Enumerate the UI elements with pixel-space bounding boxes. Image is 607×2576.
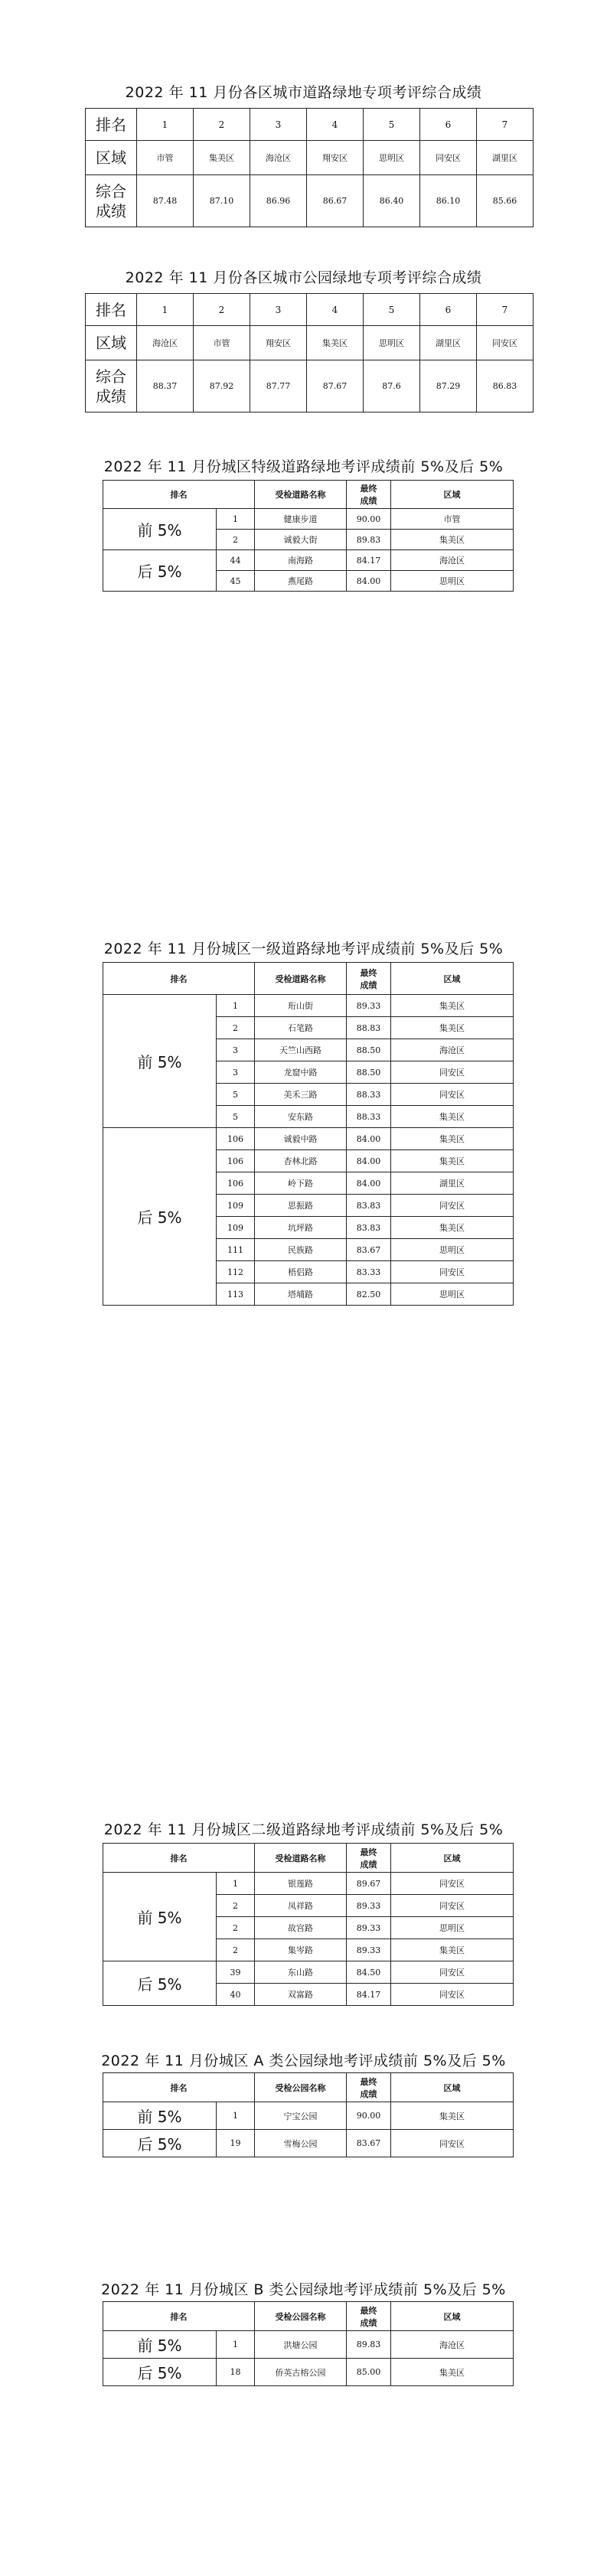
- rank-cell: 2: [194, 109, 250, 141]
- area-cell: 集美区: [194, 141, 250, 175]
- group-label: 后 5%: [103, 2359, 217, 2386]
- header-area: 区域: [391, 963, 514, 995]
- area-cell: 思明区: [364, 141, 420, 175]
- score-cell: 87.48: [137, 175, 194, 227]
- area-cell: 同安区: [391, 1195, 514, 1217]
- rank-cell: 40: [217, 1984, 255, 2006]
- table-row: [103, 2130, 514, 2157]
- group-label: 前 5%: [103, 2102, 217, 2130]
- score-cell: 88.33: [347, 1084, 391, 1106]
- area-cell: 集美区: [391, 1017, 514, 1039]
- ranking-table: [103, 2072, 514, 2157]
- table-row: [103, 2359, 514, 2386]
- score-cell: 84.00: [347, 1128, 391, 1150]
- row-label: 排名: [86, 294, 137, 326]
- rank-row: [86, 109, 534, 141]
- score-cell: 90.00: [347, 2102, 391, 2130]
- score-cell: 89.33: [347, 1895, 391, 1917]
- header-rank: 排名: [103, 2302, 255, 2331]
- score-cell: 84.00: [347, 571, 391, 592]
- name-cell: 天竺山西路: [255, 1039, 347, 1061]
- rank-cell: 1: [217, 2331, 255, 2359]
- area-cell: 思明区: [391, 1283, 514, 1306]
- score-cell: 87.6: [364, 360, 420, 412]
- header-rank: 排名: [103, 481, 255, 509]
- summary-title: 2022 年 11 月份各区城市公园绿地专项考评综合成绩: [125, 269, 482, 286]
- score-cell: 83.67: [347, 2130, 391, 2157]
- header-name: 受检公园名称: [255, 2302, 347, 2331]
- rank-cell: 2: [194, 294, 250, 326]
- rank-cell: 39: [217, 1961, 255, 1984]
- header-name: 受检道路名称: [255, 963, 347, 995]
- name-cell: 杏林北路: [255, 1150, 347, 1172]
- name-cell: 思振路: [255, 1195, 347, 1217]
- area-cell: 海沧区: [391, 2331, 514, 2359]
- score-cell: 89.67: [347, 1873, 391, 1895]
- score-cell: 89.83: [347, 2331, 391, 2359]
- area-cell: 市管: [194, 326, 250, 360]
- score-cell: 86.10: [420, 175, 477, 227]
- rank-cell: 3: [250, 109, 307, 141]
- score-cell: 84.17: [347, 550, 391, 571]
- rank-cell: 5: [217, 1084, 255, 1106]
- header-score: [347, 481, 391, 509]
- rank-cell: 1: [217, 509, 255, 530]
- score-cell: 87.29: [420, 360, 477, 412]
- name-cell: 宁宝公园: [255, 2102, 347, 2130]
- area-cell: 同安区: [391, 1961, 514, 1984]
- score-cell: 84.50: [347, 1961, 391, 1984]
- name-cell: 燕尾路: [255, 571, 347, 592]
- name-cell: 雪梅公园: [255, 2130, 347, 2157]
- row-label: 区域: [86, 141, 137, 175]
- ranking-table: [103, 2301, 514, 2386]
- area-cell: 同安区: [391, 1895, 514, 1917]
- area-cell: 集美区: [391, 1217, 514, 1239]
- header-score-line: 最终: [360, 2076, 377, 2087]
- group-label: 后 5%: [103, 550, 217, 592]
- name-cell: 龙窟中路: [255, 1061, 347, 1084]
- header-score-line: 成绩: [360, 496, 377, 506]
- header-score-line: 成绩: [360, 2089, 377, 2099]
- header-area: 区域: [391, 2302, 514, 2331]
- table-row: [103, 1873, 514, 1895]
- score-cell: 89.33: [347, 995, 391, 1017]
- header-area: 区域: [391, 1844, 514, 1873]
- rank-cell: 111: [217, 1239, 255, 1261]
- score-cell: 83.83: [347, 1217, 391, 1239]
- header-score: [347, 2073, 391, 2102]
- score-cell: 86.67: [307, 175, 364, 227]
- rank-cell: 2: [217, 530, 255, 550]
- score-cell: 82.50: [347, 1283, 391, 1306]
- score-cell: 85.66: [477, 175, 534, 227]
- area-cell: 湖里区: [420, 326, 477, 360]
- area-row: [86, 326, 534, 360]
- name-cell: 集岑路: [255, 1939, 347, 1961]
- area-cell: 集美区: [391, 530, 514, 550]
- group-label: 前 5%: [103, 1873, 217, 1961]
- header-score-line: 最终: [360, 484, 377, 494]
- rank-cell: 106: [217, 1172, 255, 1195]
- area-cell: 集美区: [391, 2359, 514, 2386]
- name-cell: 石笔路: [255, 1017, 347, 1039]
- score-cell: 87.92: [194, 360, 250, 412]
- rank-cell: 19: [217, 2130, 255, 2157]
- area-cell: 集美区: [307, 326, 364, 360]
- ranking-table: [103, 962, 514, 1306]
- area-cell: 海沧区: [391, 1039, 514, 1061]
- group-label: 前 5%: [103, 509, 217, 550]
- rank-cell: 2: [217, 1917, 255, 1939]
- header-name: 受检道路名称: [255, 1844, 347, 1873]
- header-name: 受检道路名称: [255, 481, 347, 509]
- name-cell: 双富路: [255, 1984, 347, 2006]
- group-label: 前 5%: [103, 2331, 217, 2359]
- header-name: 受检公园名称: [255, 2073, 347, 2102]
- rank-cell: 1: [137, 109, 194, 141]
- header-row: [103, 2302, 514, 2331]
- table-row: [103, 550, 514, 571]
- area-cell: 翔安区: [307, 141, 364, 175]
- name-cell: 珩山街: [255, 995, 347, 1017]
- name-cell: 凤祥路: [255, 1895, 347, 1917]
- area-cell: 同安区: [391, 2130, 514, 2157]
- name-cell: 安东路: [255, 1106, 347, 1128]
- area-cell: 集美区: [391, 1128, 514, 1150]
- label-line: 综合: [96, 181, 126, 201]
- summary-table: [85, 108, 534, 227]
- area-cell: 翔安区: [250, 326, 307, 360]
- header-score-line: 最终: [360, 1847, 377, 1857]
- header-score: [347, 963, 391, 995]
- row-label: [86, 360, 137, 412]
- rank-cell: 2: [217, 1017, 255, 1039]
- score-cell: 86.96: [250, 175, 307, 227]
- score-cell: 89.33: [347, 1917, 391, 1939]
- score-cell: 83.33: [347, 1261, 391, 1283]
- area-cell: 同安区: [420, 141, 477, 175]
- table-row: [103, 2102, 514, 2130]
- rank-cell: 112: [217, 1261, 255, 1283]
- rank-cell: 18: [217, 2359, 255, 2386]
- name-cell: 洪塘公园: [255, 2331, 347, 2359]
- header-area: 区域: [391, 481, 514, 509]
- area-cell: 市管: [391, 509, 514, 530]
- area-cell: 同安区: [391, 1084, 514, 1106]
- ranking-title: 2022 年 11 月份城区 A 类公园绿地考评成绩前 5%及后 5%: [101, 2053, 506, 2069]
- label-line: 成绩: [96, 201, 126, 220]
- rank-cell: 1: [217, 995, 255, 1017]
- name-cell: 梧侣路: [255, 1261, 347, 1283]
- rank-cell: 113: [217, 1283, 255, 1306]
- area-cell: 湖里区: [477, 141, 534, 175]
- area-cell: 思明区: [391, 1239, 514, 1261]
- rank-cell: 2: [217, 1939, 255, 1961]
- score-cell: 84.00: [347, 1172, 391, 1195]
- area-cell: 湖里区: [391, 1172, 514, 1195]
- name-cell: 故宫路: [255, 1917, 347, 1939]
- rank-cell: 6: [420, 294, 477, 326]
- rank-cell: 5: [364, 109, 420, 141]
- table-row: [103, 1128, 514, 1150]
- score-cell: 86.83: [477, 360, 534, 412]
- area-cell: 集美区: [391, 1150, 514, 1172]
- summary-table: [85, 293, 534, 412]
- score-row: [86, 175, 534, 227]
- header-rank: 排名: [103, 963, 255, 995]
- rank-cell: 1: [217, 1873, 255, 1895]
- name-cell: 诚毅大街: [255, 530, 347, 550]
- area-cell: 同安区: [477, 326, 534, 360]
- area-cell: 集美区: [391, 2102, 514, 2130]
- area-cell: 同安区: [391, 1061, 514, 1084]
- area-cell: 同安区: [391, 1984, 514, 2006]
- rank-cell: 7: [477, 109, 534, 141]
- area-cell: 集美区: [391, 1106, 514, 1128]
- header-row: [103, 1844, 514, 1873]
- header-score-line: 成绩: [360, 1859, 377, 1870]
- rank-cell: 3: [250, 294, 307, 326]
- table-row: [103, 995, 514, 1017]
- header-score-line: 最终: [360, 2305, 377, 2316]
- ranking-title: 2022 年 11 月份城区一级道路绿地考评成绩前 5%及后 5%: [103, 941, 504, 957]
- group-label: 前 5%: [103, 995, 217, 1128]
- rank-cell: 5: [217, 1106, 255, 1128]
- summary-title: 2022 年 11 月份各区城市道路绿地专项考评综合成绩: [125, 84, 482, 101]
- name-cell: 东山路: [255, 1961, 347, 1984]
- score-cell: 88.83: [347, 1017, 391, 1039]
- score-cell: 87.77: [250, 360, 307, 412]
- ranking-table: [103, 480, 514, 592]
- rank-cell: 109: [217, 1217, 255, 1239]
- table-row: [103, 509, 514, 530]
- row-label: 排名: [86, 109, 137, 141]
- area-cell: 集美区: [391, 995, 514, 1017]
- area-cell: 思明区: [364, 326, 420, 360]
- rank-cell: 4: [307, 109, 364, 141]
- area-cell: 思明区: [391, 1917, 514, 1939]
- header-score-line: 成绩: [360, 980, 377, 990]
- label-line: 综合: [96, 367, 126, 386]
- score-cell: 88.50: [347, 1039, 391, 1061]
- score-cell: 88.50: [347, 1061, 391, 1084]
- name-cell: 坑坪路: [255, 1217, 347, 1239]
- score-cell: 86.40: [364, 175, 420, 227]
- header-area: 区域: [391, 2073, 514, 2102]
- area-cell: 思明区: [391, 571, 514, 592]
- name-cell: 银莲路: [255, 1873, 347, 1895]
- score-cell: 89.83: [347, 530, 391, 550]
- area-cell: 市管: [137, 141, 194, 175]
- header-row: [103, 963, 514, 995]
- group-label: 后 5%: [103, 1128, 217, 1306]
- rank-cell: 1: [217, 2102, 255, 2130]
- score-cell: 88.33: [347, 1106, 391, 1128]
- area-cell: 海沧区: [137, 326, 194, 360]
- rank-cell: 6: [420, 109, 477, 141]
- rank-cell: 2: [217, 1895, 255, 1917]
- score-cell: 89.33: [347, 1939, 391, 1961]
- ranking-title: 2022 年 11 月份城区 B 类公园绿地考评成绩前 5%及后 5%: [101, 2281, 506, 2298]
- area-cell: 海沧区: [391, 550, 514, 571]
- group-label: 后 5%: [103, 1961, 217, 2006]
- name-cell: 诚毅中路: [255, 1128, 347, 1150]
- name-cell: 健康步道: [255, 509, 347, 530]
- rank-cell: 3: [217, 1061, 255, 1084]
- score-cell: 87.67: [307, 360, 364, 412]
- score-cell: 85.00: [347, 2359, 391, 2386]
- header-score-line: 最终: [360, 967, 377, 978]
- row-label: [86, 175, 137, 227]
- header-rank: 排名: [103, 2073, 255, 2102]
- name-cell: 塔埔路: [255, 1283, 347, 1306]
- area-cell: 海沧区: [250, 141, 307, 175]
- name-cell: 美禾三路: [255, 1084, 347, 1106]
- score-cell: 83.83: [347, 1195, 391, 1217]
- header-row: [103, 2073, 514, 2102]
- rank-cell: 106: [217, 1128, 255, 1150]
- header-score-line: 成绩: [360, 2317, 377, 2328]
- score-cell: 83.67: [347, 1239, 391, 1261]
- table-row: [103, 2331, 514, 2359]
- name-cell: 南海路: [255, 550, 347, 571]
- area-cell: 集美区: [391, 1939, 514, 1961]
- rank-cell: 1: [137, 294, 194, 326]
- ranking-table: [103, 1843, 514, 2006]
- header-row: [103, 481, 514, 509]
- rank-row: [86, 294, 534, 326]
- header-rank: 排名: [103, 1844, 255, 1873]
- area-row: [86, 141, 534, 175]
- rank-cell: 44: [217, 550, 255, 571]
- rank-cell: 5: [364, 294, 420, 326]
- rank-cell: 7: [477, 294, 534, 326]
- score-cell: 90.00: [347, 509, 391, 530]
- name-cell: 侨英古榕公园: [255, 2359, 347, 2386]
- name-cell: 岭下路: [255, 1172, 347, 1195]
- row-label: 区域: [86, 326, 137, 360]
- score-cell: 87.10: [194, 175, 250, 227]
- score-cell: 84.00: [347, 1150, 391, 1172]
- rank-cell: 45: [217, 571, 255, 592]
- rank-cell: 106: [217, 1150, 255, 1172]
- area-cell: 同安区: [391, 1873, 514, 1895]
- name-cell: 民族路: [255, 1239, 347, 1261]
- rank-cell: 109: [217, 1195, 255, 1217]
- group-label: 后 5%: [103, 2130, 217, 2157]
- label-line: 成绩: [96, 386, 126, 406]
- score-cell: 88.37: [137, 360, 194, 412]
- ranking-title: 2022 年 11 月份城区特级道路绿地考评成绩前 5%及后 5%: [103, 458, 504, 475]
- ranking-title: 2022 年 11 月份城区二级道路绿地考评成绩前 5%及后 5%: [103, 1821, 504, 1838]
- area-cell: 同安区: [391, 1261, 514, 1283]
- header-score: [347, 1844, 391, 1873]
- header-score: [347, 2302, 391, 2331]
- table-row: [103, 1961, 514, 1984]
- score-cell: 84.17: [347, 1984, 391, 2006]
- rank-cell: 4: [307, 294, 364, 326]
- rank-cell: 3: [217, 1039, 255, 1061]
- score-row: [86, 360, 534, 412]
